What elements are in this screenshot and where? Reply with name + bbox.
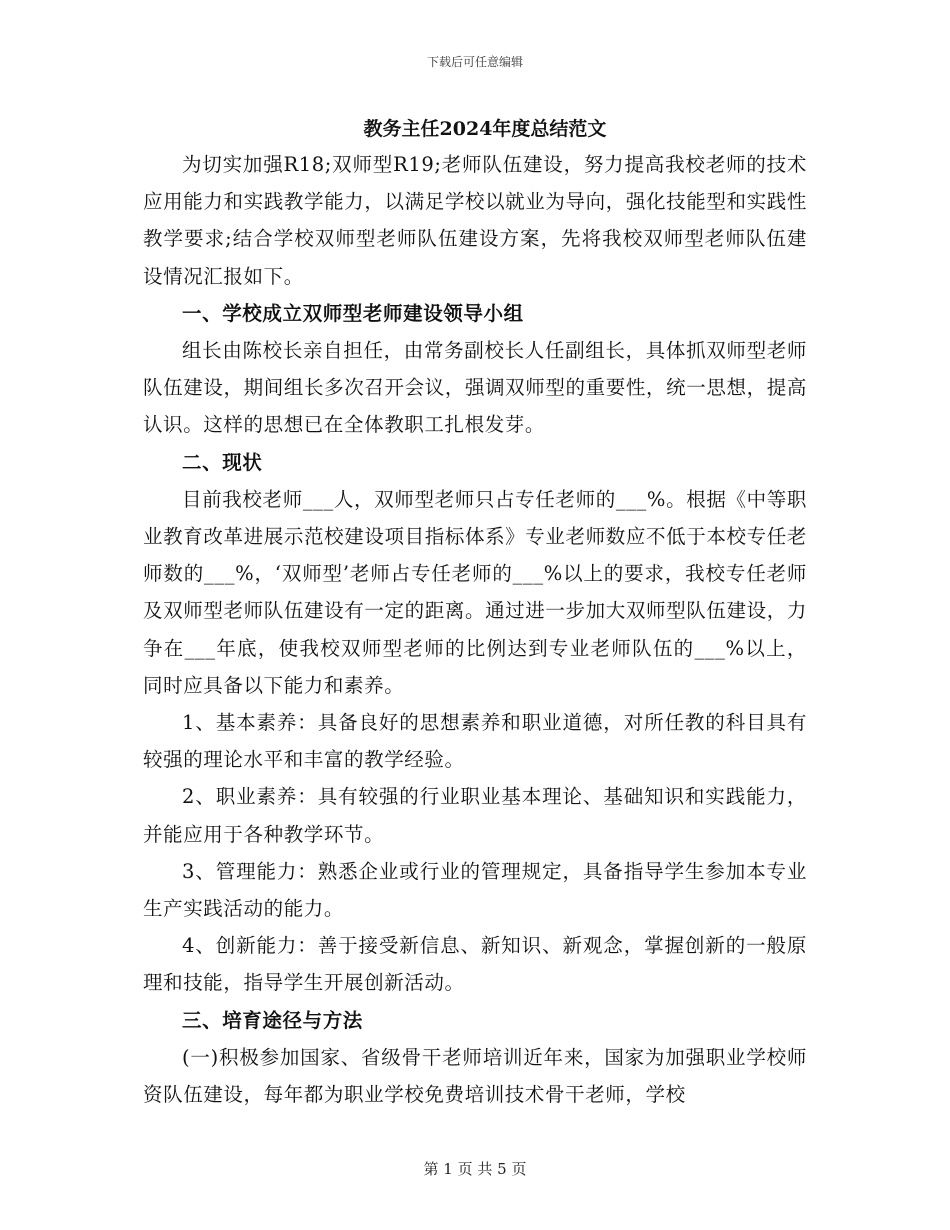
- section-heading-2: 二、现状: [182, 450, 263, 474]
- document-body: [143, 114, 807, 1113]
- page-number: 第 1 页 共 5 页: [423, 1160, 527, 1178]
- section-heading-3: 三、培育途径与方法: [182, 1008, 363, 1032]
- paragraph-professional-quality: 2、职业素养：具有较强的行业职业基本理论、基础知识和实践能力，并能应用于各种教学环节。: [143, 785, 807, 846]
- header-note: 下载后可任意编辑: [426, 55, 523, 69]
- document-title: 教务主任2024年度总结范文: [363, 118, 607, 140]
- paragraph-basic-quality: 1、基本素养：具备良好的思想素养和职业道德，对所任教的科目具有较强的理论水平和丰富的教学经验。: [143, 711, 807, 772]
- paragraph-innovation-ability: 4、创新能力：善于接受新信息、新知识、新观念，掌握创新的一般原理和技能，指导学生开展创新活动。: [143, 934, 807, 995]
- paragraph-intro: 为切实加强R18;双师型R19;老师队伍建设，努力提高我校老师的技术应用能力和实践教学能力，以满足学校以就业为导向，强化技能型和实践性教学要求;结合学校双师型老师队伍建设方案，先将我校双师型老师队伍建设情况汇报如下。: [143, 153, 807, 288]
- paragraph-current-status: 目前我校老师___人，双师型老师只占专任老师的___%。根据《中等职业教育改革进展示范校建设项目指标体系》专业老师数应不低于本校专任老师数的___%，‘双师型’老师占专任老师的___%以上的要求，我校专任老师及双师型老师队伍建设有一定的距离。通过进一步加大双师型队伍建设，力争在___年底，使我校双师型老师的比例达到专业老师队伍的___%以上，同时应具备以下能力和素养。: [143, 487, 807, 697]
- section-heading-1: 一、学校成立双师型老师建设领导小组: [182, 301, 524, 325]
- paragraph-management-ability: 3、管理能力：熟悉企业或行业的管理规定，具备指导学生参加本专业生产实践活动的能力。: [143, 859, 807, 921]
- paragraph-training-approach: (一)积极参加国家、省级骨干老师培训近年来，国家为加强职业学校师资队伍建设，每年都为职业学校免费培训技术骨干老师，学校: [143, 1045, 807, 1107]
- paragraph-leadership-group: 组长由陈校长亲自担任，由常务副校长人任副组长，具体抓双师型老师队伍建设，期间组长多次召开会议，强调双师型的重要性，统一思想，提高认识。这样的思想已在全体教职工扎根发芽。: [143, 339, 807, 437]
